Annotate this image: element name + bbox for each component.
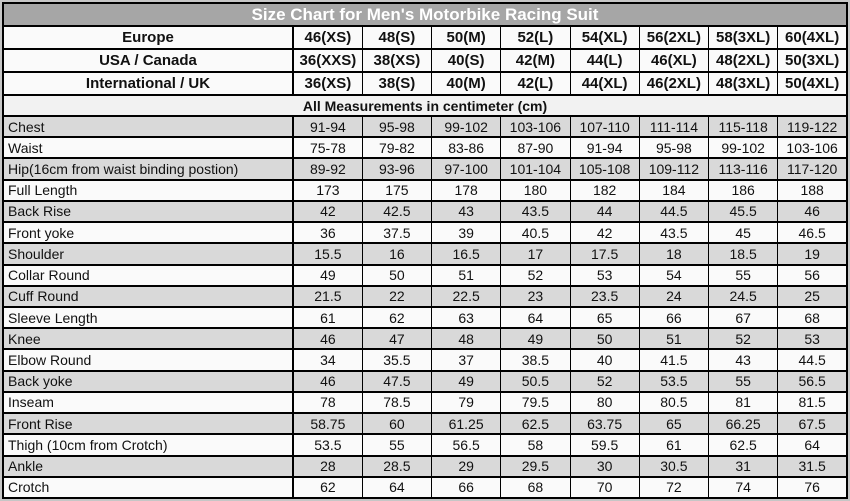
measurement-label: Elbow Round	[3, 349, 293, 370]
measurement-row	[3, 201, 847, 222]
size-value-cell: 40(S)	[432, 49, 501, 72]
measurement-row	[3, 434, 847, 455]
measurement-value-cell: 55	[709, 371, 778, 392]
size-value-cell: 38(XS)	[362, 49, 431, 72]
size-value-cell: 36(XS)	[293, 72, 362, 95]
measurement-value-cell: 49	[501, 328, 570, 349]
size-value-cell: 56(2XL)	[639, 26, 708, 49]
measurement-value-cell: 52	[570, 371, 639, 392]
size-value-cell: 58(3XL)	[709, 26, 778, 49]
measurement-label: Knee	[3, 328, 293, 349]
measurement-value-cell: 61	[293, 307, 362, 328]
measurement-row	[3, 392, 847, 413]
size-header-row	[3, 72, 847, 95]
measurement-value-cell: 81	[709, 392, 778, 413]
measurement-value-cell: 51	[432, 265, 501, 286]
measurement-label: Front Rise	[3, 413, 293, 434]
measurement-value-cell: 47	[362, 328, 431, 349]
measurement-value-cell: 22	[362, 286, 431, 307]
measurement-value-cell: 16.5	[432, 243, 501, 264]
size-value-cell: 46(2XL)	[639, 72, 708, 95]
measurement-value-cell: 56.5	[432, 434, 501, 455]
measurement-value-cell: 36	[293, 222, 362, 243]
measurement-label: Hip(16cm from waist binding postion)	[3, 158, 293, 179]
measurement-value-cell: 99-102	[432, 116, 501, 137]
size-system-label: Europe	[3, 26, 293, 49]
measurement-value-cell: 66	[432, 477, 501, 498]
measurement-value-cell: 186	[709, 180, 778, 201]
measurement-label: Shoulder	[3, 243, 293, 264]
measurement-label: Sleeve Length	[3, 307, 293, 328]
measurement-value-cell: 40	[570, 349, 639, 370]
measurement-value-cell: 23.5	[570, 286, 639, 307]
measurement-value-cell: 49	[432, 371, 501, 392]
measurement-value-cell: 175	[362, 180, 431, 201]
measurement-value-cell: 56.5	[778, 371, 847, 392]
measurement-value-cell: 42	[570, 222, 639, 243]
measurement-value-cell: 188	[778, 180, 847, 201]
measurement-value-cell: 65	[639, 413, 708, 434]
measurement-value-cell: 64	[501, 307, 570, 328]
measurement-row	[3, 265, 847, 286]
measurement-value-cell: 105-108	[570, 158, 639, 179]
measurement-value-cell: 63.75	[570, 413, 639, 434]
measurement-value-cell: 52	[501, 265, 570, 286]
measurement-value-cell: 16	[362, 243, 431, 264]
measurement-row	[3, 349, 847, 370]
measurement-value-cell: 43	[709, 349, 778, 370]
size-value-cell: 46(XL)	[639, 49, 708, 72]
measurement-value-cell: 72	[639, 477, 708, 498]
measurement-value-cell: 45.5	[709, 201, 778, 222]
size-header-row	[3, 26, 847, 49]
measurement-label: Waist	[3, 137, 293, 158]
measurement-value-cell: 80.5	[639, 392, 708, 413]
measurement-value-cell: 37.5	[362, 222, 431, 243]
measurement-value-cell: 103-106	[501, 116, 570, 137]
measurement-value-cell: 22.5	[432, 286, 501, 307]
measurement-row	[3, 477, 847, 498]
measurement-value-cell: 65	[570, 307, 639, 328]
measurement-label: Full Length	[3, 180, 293, 201]
size-value-cell: 36(XXS)	[293, 49, 362, 72]
measurement-label: Cuff Round	[3, 286, 293, 307]
measurement-value-cell: 75-78	[293, 137, 362, 158]
measurement-value-cell: 58.75	[293, 413, 362, 434]
measurement-value-cell: 66	[639, 307, 708, 328]
measurement-value-cell: 25	[778, 286, 847, 307]
measurement-value-cell: 58	[501, 434, 570, 455]
measurement-value-cell: 78	[293, 392, 362, 413]
measurement-value-cell: 83-86	[432, 137, 501, 158]
measurement-value-cell: 44	[570, 201, 639, 222]
measurement-value-cell: 42	[293, 201, 362, 222]
measurement-value-cell: 67.5	[778, 413, 847, 434]
measurement-row	[3, 116, 847, 137]
measurement-value-cell: 103-106	[778, 137, 847, 158]
measurement-value-cell: 48	[432, 328, 501, 349]
measurement-value-cell: 81.5	[778, 392, 847, 413]
measurement-value-cell: 24	[639, 286, 708, 307]
measurement-value-cell: 79	[432, 392, 501, 413]
chart-title: Size Chart for Men's Motorbike Racing Suit	[3, 3, 847, 26]
measurement-value-cell: 15.5	[293, 243, 362, 264]
measurement-value-cell: 91-94	[570, 137, 639, 158]
measurement-value-cell: 89-92	[293, 158, 362, 179]
measurement-value-cell: 87-90	[501, 137, 570, 158]
measurement-value-cell: 62.5	[501, 413, 570, 434]
chart-title-row	[3, 3, 847, 26]
measurement-value-cell: 178	[432, 180, 501, 201]
measurement-value-cell: 61	[639, 434, 708, 455]
measurement-value-cell: 59.5	[570, 434, 639, 455]
measurement-value-cell: 62	[362, 307, 431, 328]
measurement-row	[3, 307, 847, 328]
measurement-value-cell: 184	[639, 180, 708, 201]
measurement-value-cell: 53	[778, 328, 847, 349]
size-value-cell: 44(XL)	[570, 72, 639, 95]
measurement-label: Back Rise	[3, 201, 293, 222]
measurement-value-cell: 29	[432, 456, 501, 477]
size-header-row	[3, 49, 847, 72]
measurement-value-cell: 37	[432, 349, 501, 370]
measurement-value-cell: 97-100	[432, 158, 501, 179]
measurement-value-cell: 60	[362, 413, 431, 434]
measurement-value-cell: 34	[293, 349, 362, 370]
measurement-value-cell: 50	[362, 265, 431, 286]
measurement-value-cell: 50	[570, 328, 639, 349]
size-value-cell: 46(XS)	[293, 26, 362, 49]
units-banner-row	[3, 95, 847, 116]
measurement-value-cell: 18.5	[709, 243, 778, 264]
size-system-label: International / UK	[3, 72, 293, 95]
measurement-value-cell: 31	[709, 456, 778, 477]
measurement-value-cell: 46	[293, 371, 362, 392]
measurement-value-cell: 28	[293, 456, 362, 477]
measurement-value-cell: 55	[362, 434, 431, 455]
measurement-value-cell: 119-122	[778, 116, 847, 137]
measurement-value-cell: 70	[570, 477, 639, 498]
measurement-value-cell: 42.5	[362, 201, 431, 222]
measurement-value-cell: 46	[778, 201, 847, 222]
size-value-cell: 54(XL)	[570, 26, 639, 49]
measurement-value-cell: 115-118	[709, 116, 778, 137]
measurement-value-cell: 80	[570, 392, 639, 413]
measurement-value-cell: 111-114	[639, 116, 708, 137]
measurement-row	[3, 137, 847, 158]
measurement-value-cell: 29.5	[501, 456, 570, 477]
size-value-cell: 42(L)	[501, 72, 570, 95]
measurement-value-cell: 99-102	[709, 137, 778, 158]
size-system-label: USA / Canada	[3, 49, 293, 72]
measurement-value-cell: 53	[570, 265, 639, 286]
measurement-value-cell: 54	[639, 265, 708, 286]
size-value-cell: 44(L)	[570, 49, 639, 72]
measurement-value-cell: 28.5	[362, 456, 431, 477]
size-value-cell: 38(S)	[362, 72, 431, 95]
measurement-value-cell: 67	[709, 307, 778, 328]
measurement-row	[3, 328, 847, 349]
measurement-value-cell: 53.5	[293, 434, 362, 455]
size-value-cell: 50(3XL)	[778, 49, 847, 72]
measurement-value-cell: 21.5	[293, 286, 362, 307]
measurement-value-cell: 66.25	[709, 413, 778, 434]
size-value-cell: 48(3XL)	[709, 72, 778, 95]
measurement-value-cell: 109-112	[639, 158, 708, 179]
measurement-value-cell: 55	[709, 265, 778, 286]
measurement-value-cell: 18	[639, 243, 708, 264]
measurement-value-cell: 35.5	[362, 349, 431, 370]
measurement-row	[3, 286, 847, 307]
measurement-value-cell: 45	[709, 222, 778, 243]
measurement-value-cell: 46	[293, 328, 362, 349]
measurement-value-cell: 39	[432, 222, 501, 243]
measurement-value-cell: 180	[501, 180, 570, 201]
measurement-value-cell: 113-116	[709, 158, 778, 179]
measurement-value-cell: 117-120	[778, 158, 847, 179]
measurement-value-cell: 44.5	[639, 201, 708, 222]
measurement-value-cell: 91-94	[293, 116, 362, 137]
measurement-row	[3, 456, 847, 477]
measurement-value-cell: 95-98	[362, 116, 431, 137]
units-note: All Measurements in centimeter (cm)	[3, 95, 847, 116]
measurement-value-cell: 17	[501, 243, 570, 264]
measurement-row	[3, 158, 847, 179]
measurement-value-cell: 79-82	[362, 137, 431, 158]
measurement-label: Ankle	[3, 456, 293, 477]
measurement-value-cell: 68	[778, 307, 847, 328]
measurement-label: Crotch	[3, 477, 293, 498]
measurement-row	[3, 371, 847, 392]
measurement-value-cell: 52	[709, 328, 778, 349]
measurement-value-cell: 49	[293, 265, 362, 286]
measurement-value-cell: 30	[570, 456, 639, 477]
measurement-value-cell: 43.5	[639, 222, 708, 243]
measurement-value-cell: 182	[570, 180, 639, 201]
measurement-value-cell: 56	[778, 265, 847, 286]
measurement-value-cell: 50.5	[501, 371, 570, 392]
measurement-value-cell: 173	[293, 180, 362, 201]
measurement-row	[3, 413, 847, 434]
measurement-value-cell: 107-110	[570, 116, 639, 137]
measurement-value-cell: 62	[293, 477, 362, 498]
size-value-cell: 50(4XL)	[778, 72, 847, 95]
measurement-value-cell: 47.5	[362, 371, 431, 392]
measurement-value-cell: 93-96	[362, 158, 431, 179]
size-value-cell: 50(M)	[432, 26, 501, 49]
measurement-value-cell: 76	[778, 477, 847, 498]
size-value-cell: 40(M)	[432, 72, 501, 95]
size-value-cell: 42(M)	[501, 49, 570, 72]
measurement-row	[3, 243, 847, 264]
measurement-value-cell: 23	[501, 286, 570, 307]
measurement-value-cell: 46.5	[778, 222, 847, 243]
measurement-row	[3, 222, 847, 243]
measurement-value-cell: 68	[501, 477, 570, 498]
measurement-label: Back yoke	[3, 371, 293, 392]
measurement-value-cell: 38.5	[501, 349, 570, 370]
measurement-value-cell: 51	[639, 328, 708, 349]
measurement-value-cell: 40.5	[501, 222, 570, 243]
measurement-value-cell: 43	[432, 201, 501, 222]
measurement-value-cell: 44.5	[778, 349, 847, 370]
measurement-value-cell: 24.5	[709, 286, 778, 307]
size-chart-table	[2, 2, 848, 499]
measurement-label: Front yoke	[3, 222, 293, 243]
measurement-value-cell: 53.5	[639, 371, 708, 392]
measurement-label: Thigh (10cm from Crotch)	[3, 434, 293, 455]
measurement-value-cell: 31.5	[778, 456, 847, 477]
measurement-value-cell: 63	[432, 307, 501, 328]
measurement-value-cell: 41.5	[639, 349, 708, 370]
size-value-cell: 52(L)	[501, 26, 570, 49]
measurement-value-cell: 78.5	[362, 392, 431, 413]
measurement-value-cell: 64	[778, 434, 847, 455]
measurement-value-cell: 64	[362, 477, 431, 498]
measurement-value-cell: 79.5	[501, 392, 570, 413]
measurement-value-cell: 95-98	[639, 137, 708, 158]
measurement-value-cell: 30.5	[639, 456, 708, 477]
measurement-label: Inseam	[3, 392, 293, 413]
measurement-value-cell: 62.5	[709, 434, 778, 455]
measurement-value-cell: 19	[778, 243, 847, 264]
measurement-label: Collar Round	[3, 265, 293, 286]
measurement-value-cell: 101-104	[501, 158, 570, 179]
measurement-row	[3, 180, 847, 201]
measurement-value-cell: 43.5	[501, 201, 570, 222]
measurement-value-cell: 61.25	[432, 413, 501, 434]
size-value-cell: 60(4XL)	[778, 26, 847, 49]
size-value-cell: 48(S)	[362, 26, 431, 49]
size-value-cell: 48(2XL)	[709, 49, 778, 72]
measurement-value-cell: 74	[709, 477, 778, 498]
measurement-label: Chest	[3, 116, 293, 137]
measurement-value-cell: 17.5	[570, 243, 639, 264]
